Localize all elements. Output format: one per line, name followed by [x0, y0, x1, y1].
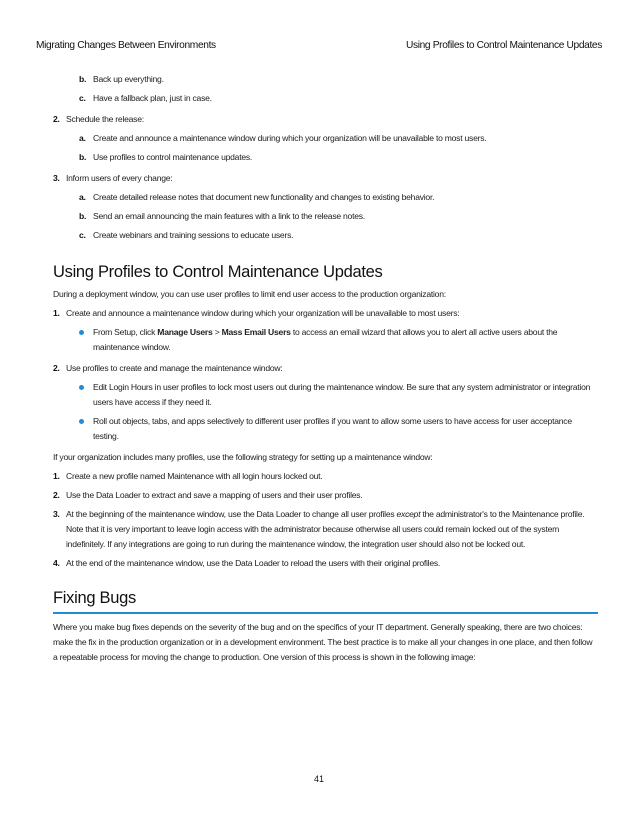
list-item-text: Have a fallback plan, just in case. [93, 93, 212, 103]
list-item [53, 171, 598, 186]
list-marker: a. [79, 192, 86, 202]
list-item-text: Use the Data Loader to extract and save a mapping of users and their user profiles. [66, 490, 363, 500]
list-item [53, 556, 598, 571]
list-marker: 4. [53, 558, 60, 568]
list-item [79, 91, 598, 106]
bullet-dot-icon [79, 330, 84, 335]
list-marker: 2. [53, 114, 60, 124]
list-item [79, 228, 598, 243]
list-item [79, 150, 598, 165]
list-marker: b. [79, 211, 87, 221]
list-marker: b. [79, 152, 87, 162]
emphasis-except: except [396, 509, 421, 519]
list-marker: c. [79, 230, 86, 240]
list-item-text: Use profiles to create and manage the maintenance window: [66, 363, 283, 373]
list-item-text: Create detailed release notes that document new functionality and changes to existing behavior. [93, 192, 435, 202]
list-item-text [66, 507, 598, 552]
bullet-dot-icon [79, 419, 84, 424]
bullet-text-part: From Setup, click [93, 327, 158, 337]
list-item-text: Back up everything. [93, 74, 164, 84]
list-marker: b. [79, 74, 87, 84]
list-item [53, 507, 598, 552]
list-item [79, 190, 598, 205]
menu-path-mass-email-users: Mass Email Users [221, 327, 291, 337]
list-item-text-part: the administrator's to the Maintenance profile. Note that it is very important to leave login access with the administrator because otherwise all users could remain locked out of the system indefinitely. If any integrations are going to run during the maintenance window, the integration user should also not be locked out. [66, 509, 585, 549]
list-marker: c. [79, 93, 86, 103]
section-intro: During a deployment window, you can use user profiles to limit end user access to the production organization: [53, 289, 446, 299]
list-marker: 1. [53, 471, 60, 481]
menu-path-manage-users: Manage Users [157, 327, 213, 337]
bullet-text-part: to access an email wizard that allows you to alert all active users about the maintenance window. [93, 327, 558, 352]
list-item-text: Inform users of every change: [66, 173, 173, 183]
list-item-text: Use profiles to control maintenance updates. [93, 152, 253, 162]
section-heading-profiles: Using Profiles to Control Maintenance Updates [53, 263, 383, 281]
list-marker: 3. [53, 509, 60, 519]
page-content [53, 72, 598, 665]
list-item [53, 488, 598, 503]
list-item-text: Send an email announcing the main features with a link to the release notes. [93, 211, 365, 221]
list-item [53, 306, 598, 321]
list-item [53, 112, 598, 127]
section-heading-fixing-bugs: Fixing Bugs [53, 589, 136, 607]
list-item [79, 131, 598, 146]
bullet-dot-icon [79, 385, 84, 390]
list-item-text: Schedule the release: [66, 114, 144, 124]
bullet-text: Roll out objects, tabs, and apps selectively to different user profiles if you want to allow some users to have access for user acceptance testing. [93, 416, 572, 441]
list-item [79, 209, 598, 224]
list-item-text: At the end of the maintenance window, use the Data Loader to reload the users with their original profiles. [66, 558, 441, 568]
page-header [36, 40, 602, 51]
bullet-item [79, 380, 598, 410]
bullet-text: Edit Login Hours in user profiles to lock most users out during the maintenance window. Be sure that any system administrator or integration users have access if they need it. [93, 382, 591, 407]
menu-path-separator: > [212, 327, 222, 337]
bullet-item [79, 414, 598, 444]
list-item-text: Create a new profile named Maintenance with all login hours locked out. [66, 471, 323, 481]
list-item [53, 361, 598, 376]
header-chapter-title: Migrating Changes Between Environments [36, 40, 216, 51]
list-item [79, 72, 598, 87]
header-section-title: Using Profiles to Control Maintenance Updates [405, 40, 602, 51]
list-marker: 2. [53, 363, 60, 373]
section-divider [53, 612, 598, 614]
bullet-item [79, 325, 598, 355]
list-marker: a. [79, 133, 86, 143]
list-item [53, 469, 598, 484]
strategy-intro: If your organization includes many profiles, use the following strategy for setting up a maintenance window: [53, 452, 433, 462]
page-number: 41 [313, 774, 324, 784]
list-marker: 3. [53, 173, 60, 183]
list-item-text: Create and announce a maintenance window during which your organization will be unavailable to most users: [66, 308, 460, 318]
bullet-text [93, 325, 598, 355]
list-item-text: Create and announce a maintenance window during which your organization will be unavailable to most users. [93, 133, 487, 143]
list-marker: 1. [53, 308, 60, 318]
list-item-text-part: At the beginning of the maintenance window, use the Data Loader to change all user profiles [66, 509, 397, 519]
list-marker: 2. [53, 490, 60, 500]
list-item-text: Create webinars and training sessions to educate users. [93, 230, 294, 240]
section-body: Where you make bug fixes depends on the severity of the bug and on the specifics of your IT department. Generally speaking, there are two choices: make the fix in the production organization or in a development environment. The best practice is to make all your changes in one place, and then follow a repeatable process for moving the change to production. One version of this process is shown in the following image: [53, 622, 593, 662]
